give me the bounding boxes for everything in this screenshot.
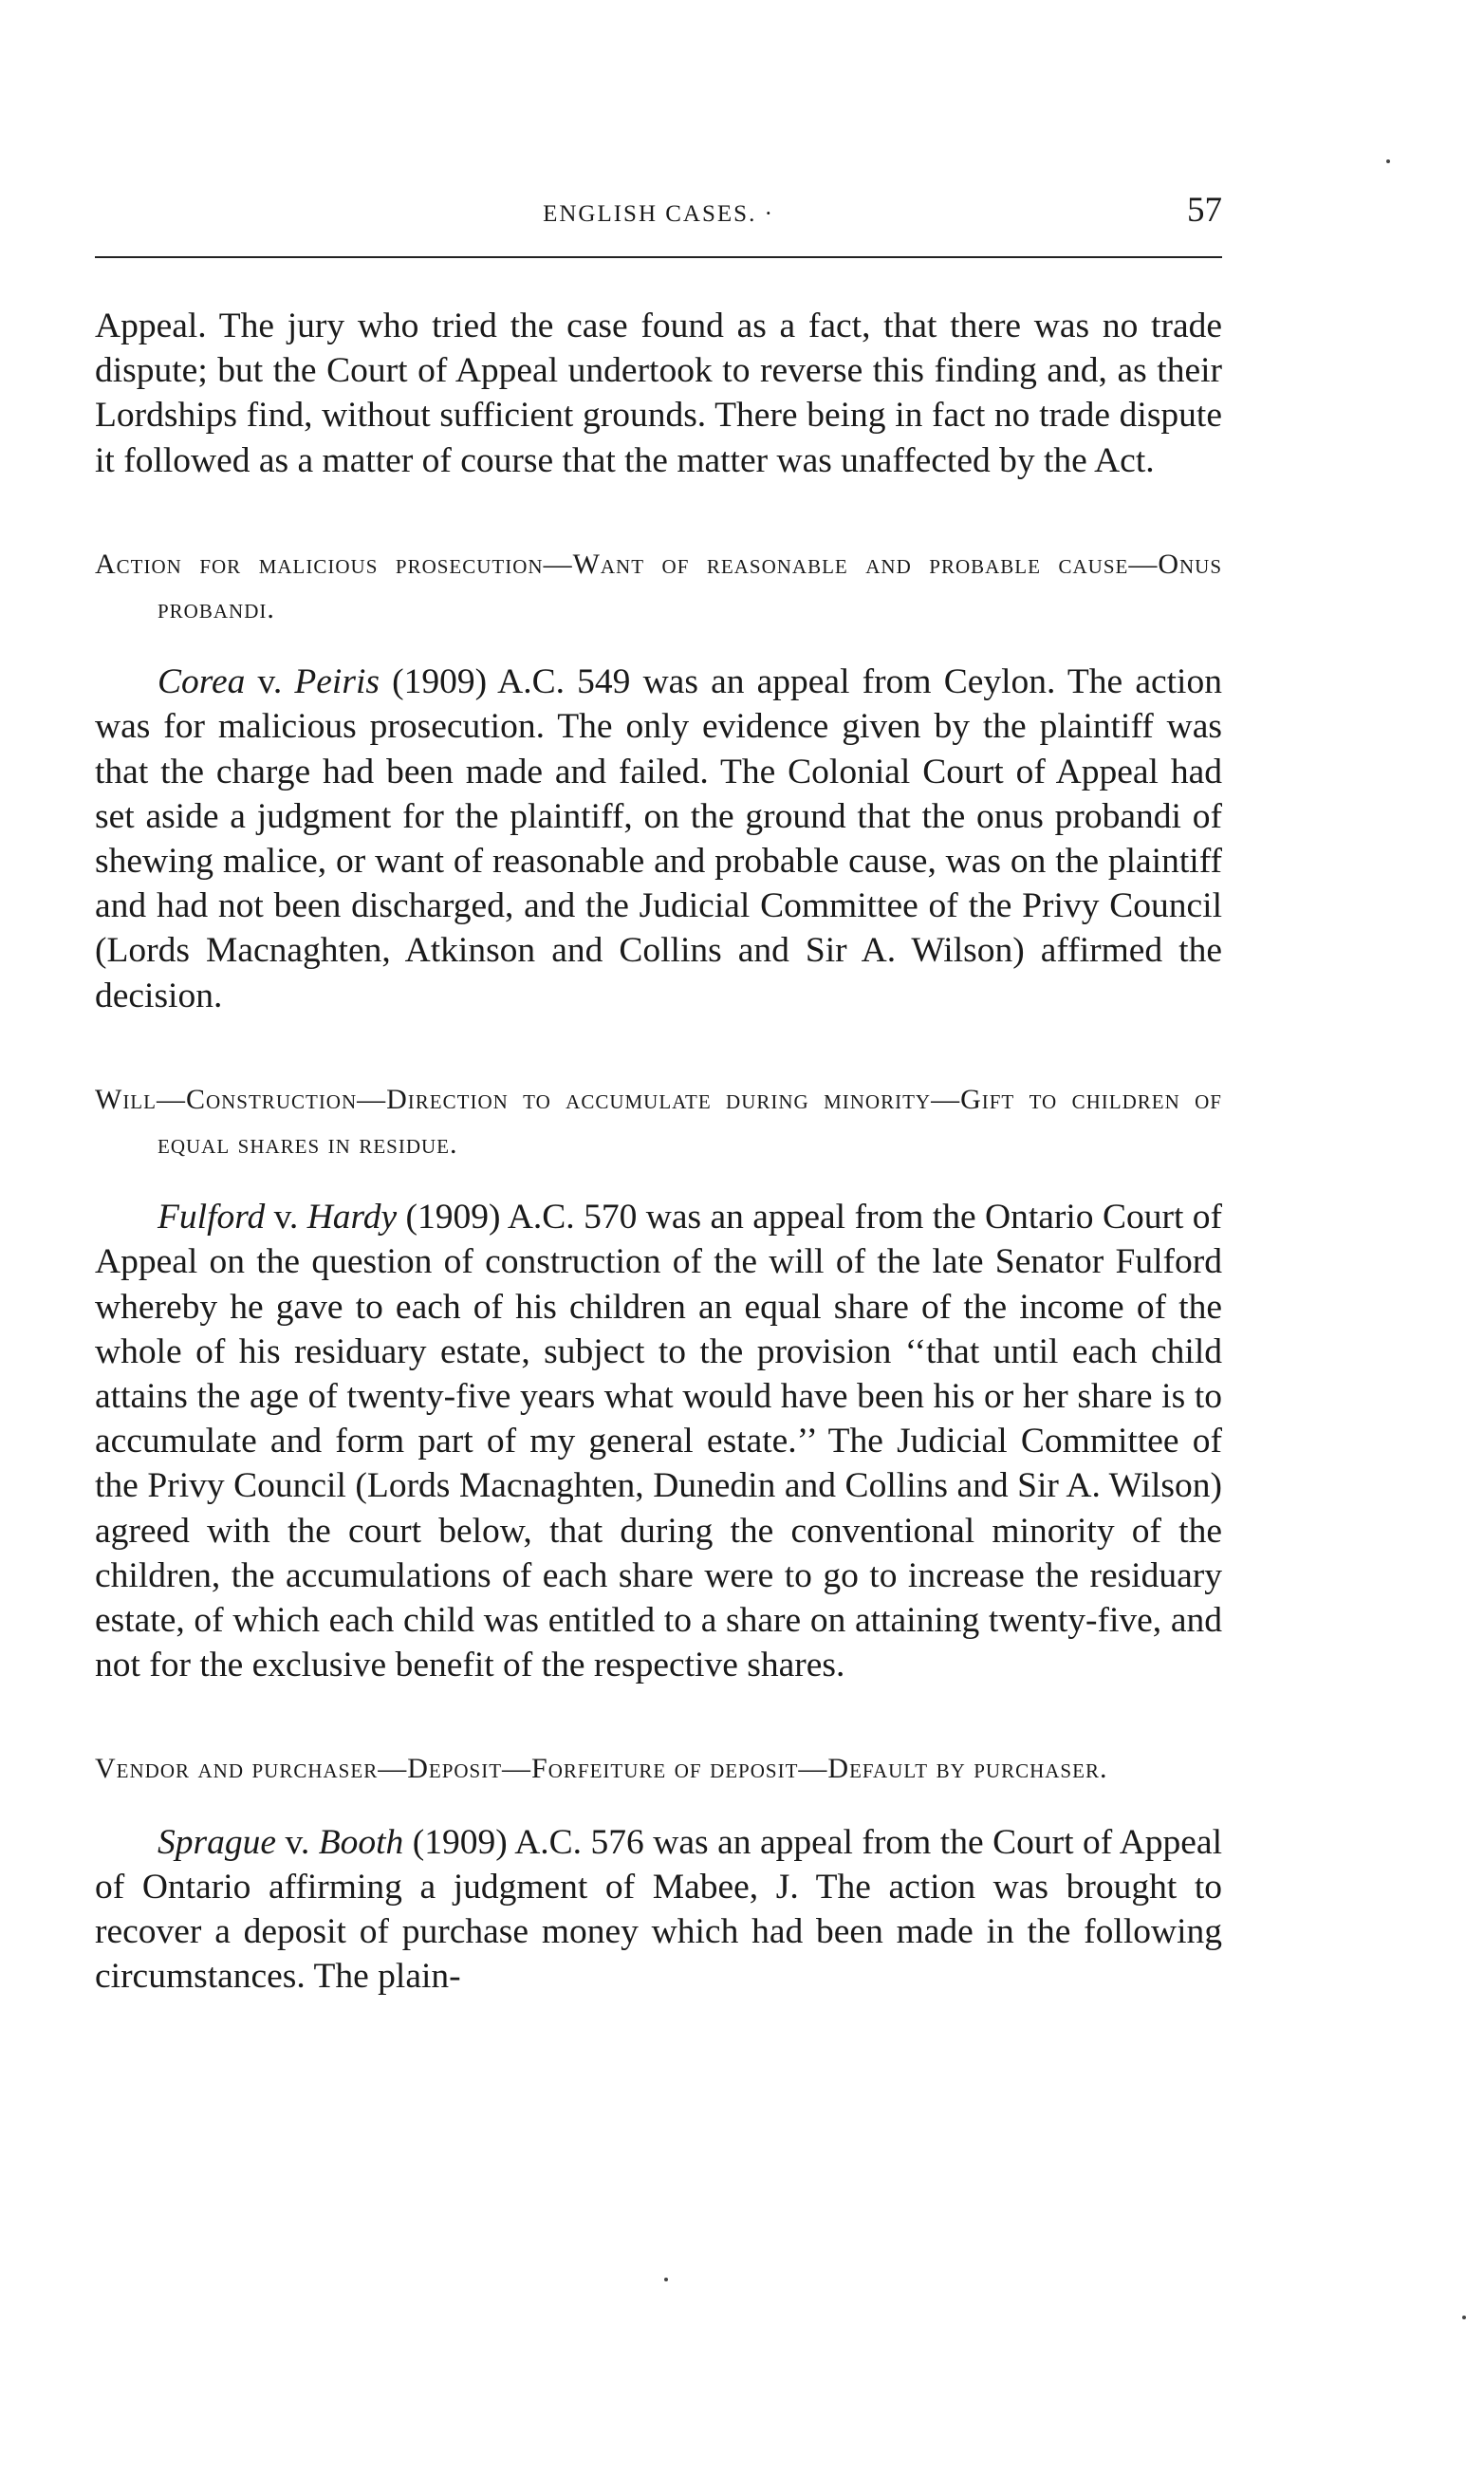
case-summary: (1909) A.C. 549 was an appeal from Ceylon. The action was for malicious prosecution. The only evidence given by the plaintiff was that the charge had been made and failed. The Colonial Court of Appeal had set aside a judgment for the plaintiff, on the ground that the onus probandi of shewing malice, or want of reasonable and probable cause, was on the plaintiff and had not been discharged, and the Judicial Committee of the Privy Council (Lords Macnaghten, Atkinson and Collins and Sir A. Wilson) affirmed the decision. — [95, 662, 1222, 1015]
case-party-a: Sprague — [158, 1822, 276, 1862]
case-party-a: Corea — [158, 662, 246, 702]
running-title: ENGLISH CASES. · — [543, 201, 774, 227]
section-heading-vendor-purchaser: Vendor and purchaser—Deposit—Forfeiture of deposit—Default by purchaser. — [95, 1753, 1108, 1785]
header-rule — [95, 256, 1222, 258]
case-party-a: Fulford — [158, 1198, 266, 1238]
case-versus: v. — [245, 662, 295, 702]
running-head — [95, 186, 1222, 243]
body-text — [95, 304, 1222, 2000]
scan-speck — [1462, 2316, 1466, 2319]
case-summary: (1909) A.C. 576 was an appeal from the Court of Appeal of Ontario affirming a judgment of Mabee, J. The action was brought to recover a deposit of purchase money which had been made in the following circumstances. The plain- — [95, 1822, 1222, 1997]
case-versus: v. — [276, 1822, 319, 1862]
case-versus: v. — [265, 1198, 307, 1238]
case-paragraph-sprague-v-booth — [95, 1820, 1222, 2000]
page-number: 57 — [1187, 191, 1222, 230]
case-party-b: Booth — [318, 1822, 404, 1862]
section-heading-will-construction: Will—Construction—Direction to accumulate during minority—Gift to children of equal shares in residue. — [95, 1083, 1222, 1161]
scan-speck — [664, 2278, 668, 2281]
intro-paragraph: Appeal. The jury who tried the case found as a fact, that there was no trade dispute; but the Court of Appeal undertook to reverse this finding and, as their Lordships find, without sufficient grounds. There being in fact no trade dispute it followed as a matter of course that the matter was unaffected by the Act. — [95, 307, 1222, 480]
case-paragraph-corea-v-peiris — [95, 660, 1222, 1018]
case-party-b: Peiris — [294, 662, 380, 702]
scan-speck — [1386, 159, 1390, 163]
case-paragraph-fulford-v-hardy — [95, 1195, 1222, 1687]
case-summary: (1909) A.C. 570 was an appeal from the Ontario Court of Appeal on the question of construction of the will of the late Senator Fulford whereby he gave to each of his children an equal share of the income of the whole of his residuary estate, subject to the provision ‘‘that until each child attains the age of twenty-five years what would have been his or her share is to accumulate and form part of my general estate.’’ The Judicial Committee of the Privy Council (Lords Macnaghten, Dunedin and Collins and Sir A. Wilson) agreed with the court below, that during the conventional minority of the children, the accumulations of each share were to go to increase the residuary estate, of which each child was entitled to a share on attaining twenty-five, and not for the exclusive benefit of the respective shares. — [95, 1198, 1222, 1685]
case-party-b: Hardy — [306, 1198, 398, 1238]
section-heading-malicious-prosecution: Action for malicious prosecution—Want of reasonable and probable cause—Onus probandi. — [95, 548, 1222, 625]
